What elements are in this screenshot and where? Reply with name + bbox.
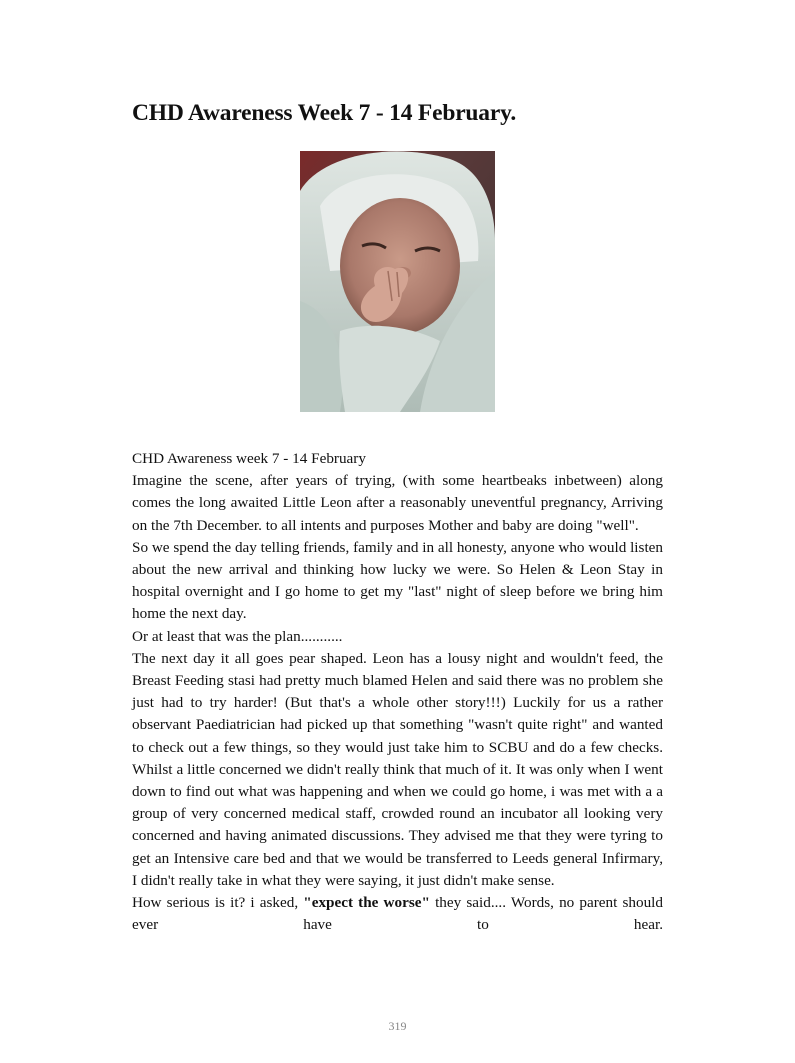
paragraph: Imagine the scene, after years of trying, (with some heartbeaks inbetween) along comes the long awaited Little Leon after a reasonably uneventful pregnancy, Arriving on the 7th December. to all intents and purposes Mother and baby are doing "well".	[132, 472, 663, 534]
page-title: CHD Awareness Week 7 - 14 February.	[132, 100, 516, 126]
paragraph: Or at least that was the plan...........	[132, 627, 343, 645]
article-subheading: CHD Awareness week 7 - 14 February	[132, 450, 366, 467]
paragraph: The next day it all goes pear shaped. Leon has a lousy night and wouldn't feed, the Breast Feeding stasi had pretty much blamed Helen and said there was no problem she just had to try harder! (But that's a whole other story!!!) Luckily for us a rather observant Paediatrician had picked up that something "wasn't quite right" and wanted to check out a few things, so they would just take him to SCBU and do a few checks. Whilst a little concerned we didn't really think that much of it. It was only when I went down to find out what was happening and when we could go home, i was met with a a group of very concerned medical staff, crowded round an incubator all looking very concerned and having animated discussions. They advised me that they were tyring to get an Intensive care bed and that we would be transferred to Leeds general Infirmary, I didn't really take in what they were saying, it just didn't make sense.	[132, 649, 663, 889]
final-paragraph-end: they said.... Words, no parent should ever have to hear.	[132, 894, 663, 934]
final-paragraph-start: How serious is it? i asked,	[132, 894, 304, 912]
baby-photo-image	[300, 151, 495, 412]
article-body	[132, 448, 663, 936]
paragraph: So we spend the day telling friends, family and in all honesty, anyone who would listen about the new arrival and thinking how lucky we were. So Helen & Leon Stay in hospital overnight and I go home to get my "last" night of sleep before we bring him home the next day.	[132, 538, 663, 623]
emphasized-quote: "expect the worse"	[303, 894, 430, 912]
final-paragraph	[132, 892, 663, 936]
page-number: 319	[388, 1019, 407, 1033]
baby-photo	[300, 151, 495, 412]
